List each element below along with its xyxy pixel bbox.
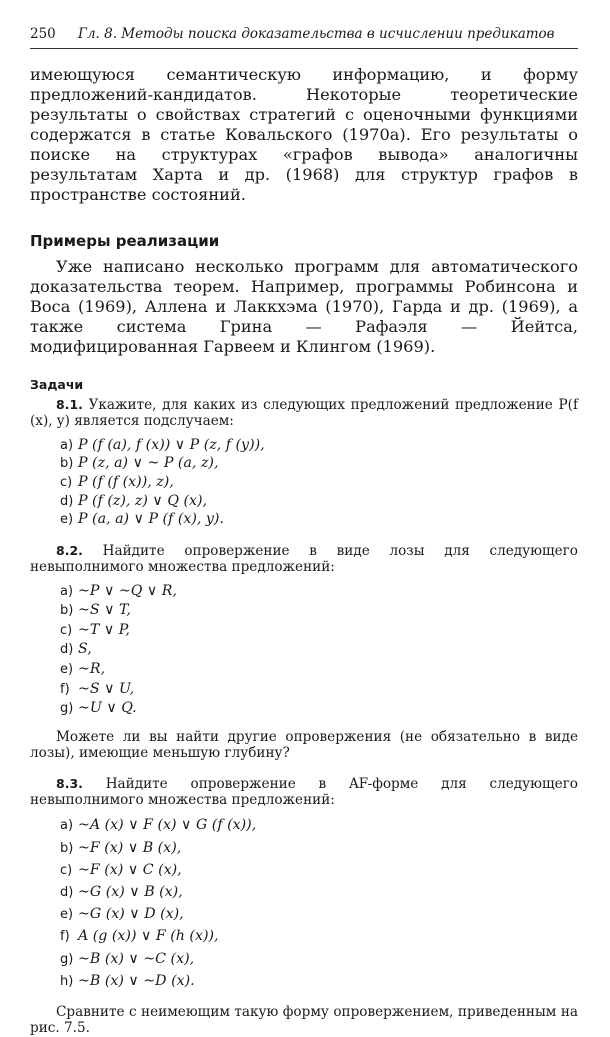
formula-list-8-1 bbox=[60, 436, 578, 529]
formula-item bbox=[60, 903, 578, 925]
intro-paragraph: имеющуюся семантическую информацию, и форму предложений-кандидатов. Некоторые теоретические результаты о свойствах стратегий с оценочными функциями содержатся в статье Ковальского (1970а). Его результаты о поиске на структурах «графов вывода» аналогичны результатам Харта и др. (1968) для структур графов в пространстве состояний. bbox=[30, 65, 578, 204]
formula: P (f (a), f (x)) ∨ P (z, f (y)), bbox=[78, 436, 265, 453]
task-8-3 bbox=[30, 776, 578, 809]
formula: P (f (z), z) ∨ Q (x), bbox=[78, 492, 208, 509]
item-label: f) bbox=[60, 929, 70, 945]
formula: ~F (x) ∨ B (x), bbox=[78, 839, 182, 856]
item-label: e) bbox=[60, 907, 74, 923]
formula-list-8-3 bbox=[60, 814, 578, 992]
formula-item bbox=[60, 837, 578, 859]
formula-item bbox=[60, 948, 578, 970]
item-label: c) bbox=[60, 475, 73, 490]
item-label: d) bbox=[60, 884, 74, 900]
formula-item bbox=[60, 660, 578, 680]
item-label: b) bbox=[60, 603, 74, 619]
task-number: 8.2. bbox=[56, 542, 83, 558]
item-label: a) bbox=[60, 818, 74, 834]
formula: ~G (x) ∨ D (x), bbox=[78, 906, 184, 923]
book-page bbox=[30, 26, 578, 1037]
item-label: c) bbox=[60, 862, 73, 878]
implementations-paragraph: Уже написано несколько программ для автоматического доказательства теорем. Например, программы Робинсона и Воса (1969), Аллена и Лаккхэма (1970), Гарда и др. (1969), а также система Грина — Рафаэля — Йейтса, модифицированная Гарвеем и Клингом (1969). bbox=[30, 257, 578, 356]
section-heading-implementations: Примеры реализации bbox=[30, 232, 220, 250]
task-text: Найдите опровержение в виде лозы для следующего невыполнимого множества предложений: bbox=[30, 542, 578, 576]
formula: A (g (x)) ∨ F (h (x)), bbox=[78, 928, 219, 945]
chapter-title: Гл. 8. Методы поиска доказательства в исчислении предикатов bbox=[78, 26, 555, 42]
formula: S, bbox=[78, 641, 92, 658]
formula-list-8-2 bbox=[60, 582, 578, 719]
formula: P (z, a) ∨ ~ P (a, z), bbox=[78, 455, 219, 472]
task-8-1 bbox=[30, 397, 578, 430]
item-label: g) bbox=[60, 701, 74, 717]
formula: ~G (x) ∨ B (x), bbox=[78, 883, 183, 900]
item-label: f) bbox=[60, 681, 70, 697]
formula-item bbox=[60, 814, 578, 836]
tasks-heading: Задачи bbox=[30, 377, 84, 392]
item-label: a) bbox=[60, 437, 74, 453]
item-label: d) bbox=[60, 493, 74, 509]
task-number: 8.1. bbox=[56, 397, 83, 412]
task-text: Найдите опровержение в AF-форме для следующего невыполнимого множества предложений: bbox=[30, 775, 578, 808]
formula-item bbox=[60, 699, 578, 719]
formula-item bbox=[60, 601, 578, 621]
formula-item bbox=[60, 621, 578, 641]
item-label: e) bbox=[60, 661, 74, 677]
running-head bbox=[30, 26, 578, 49]
item-label: h) bbox=[60, 973, 74, 989]
formula-item bbox=[60, 510, 578, 529]
formula: ~T ∨ P, bbox=[78, 621, 130, 638]
formula-item bbox=[60, 436, 578, 455]
task-8-2-note: Можете ли вы найти другие опровержения (не обязательно в виде лозы), имеющие меньшую глубину? bbox=[30, 728, 578, 762]
formula: ~B (x) ∨ ~D (x). bbox=[78, 972, 195, 989]
item-label: g) bbox=[60, 951, 74, 967]
item-label: b) bbox=[60, 840, 74, 856]
formula: ~S ∨ T, bbox=[78, 602, 131, 619]
page-number: 250 bbox=[30, 26, 56, 42]
formula-item bbox=[60, 859, 578, 881]
item-label: b) bbox=[60, 456, 74, 472]
formula-item bbox=[60, 473, 578, 492]
formula-item bbox=[60, 492, 578, 511]
formula: P (a, a) ∨ P (f (x), y). bbox=[78, 511, 224, 528]
item-label: c) bbox=[60, 622, 73, 638]
formula: ~U ∨ Q. bbox=[78, 700, 137, 717]
formula-item bbox=[60, 640, 578, 660]
formula: ~B (x) ∨ ~C (x), bbox=[78, 950, 195, 967]
task-8-3-note: Сравните с неимеющим такую форму опровержением, приведенным на рис. 7.5. bbox=[30, 1003, 578, 1037]
item-label: a) bbox=[60, 583, 74, 599]
formula: ~P ∨ ~Q ∨ R, bbox=[78, 582, 177, 599]
formula-item bbox=[60, 925, 578, 947]
item-label: e) bbox=[60, 512, 74, 528]
formula-item bbox=[60, 970, 578, 992]
formula-item bbox=[60, 582, 578, 602]
formula: ~A (x) ∨ F (x) ∨ G (f (x)), bbox=[78, 817, 257, 834]
formula: ~R, bbox=[78, 660, 106, 677]
task-8-2 bbox=[30, 543, 578, 576]
formula-item bbox=[60, 680, 578, 700]
task-text: Укажите, для каких из следующих предложений предложение P(f (x), y) является подслучаем: bbox=[30, 397, 578, 430]
item-label: d) bbox=[60, 642, 74, 658]
task-number: 8.3. bbox=[56, 775, 83, 791]
formula: ~F (x) ∨ C (x), bbox=[78, 861, 182, 878]
formula-item bbox=[60, 881, 578, 903]
formula: ~S ∨ U, bbox=[78, 680, 135, 697]
formula-item bbox=[60, 454, 578, 473]
formula: P (f (f (x)), z), bbox=[78, 474, 174, 490]
